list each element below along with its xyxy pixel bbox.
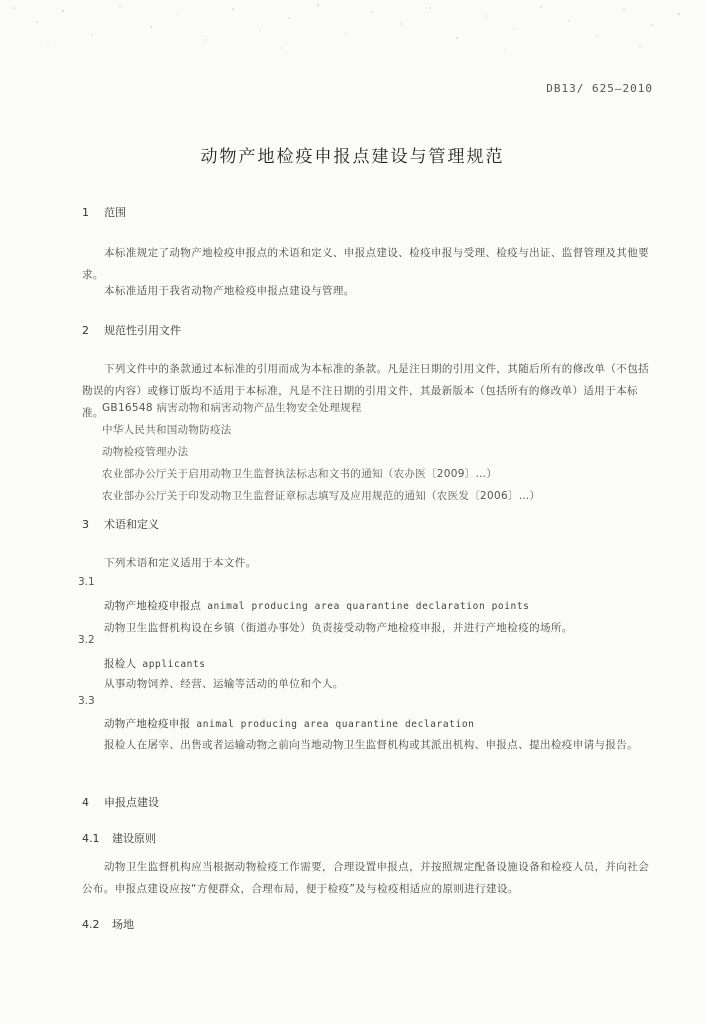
subsection-number: 4.2 — [82, 918, 100, 931]
term-title — [104, 656, 206, 671]
term-en: animal producing area quarantine declaration points — [207, 601, 530, 612]
subsection-number: 4.1 — [82, 832, 100, 845]
term-en: applicants — [142, 659, 206, 670]
section-1-heading — [82, 204, 126, 220]
section-number: 2 — [82, 324, 89, 337]
section-title: 申报点建设 — [104, 796, 159, 809]
reference-item: GB16548 病害动物和病害动物产品生物安全处理规程 — [102, 402, 362, 414]
section-number: 3 — [82, 518, 89, 531]
term-number: 3.2 — [78, 634, 95, 646]
section-1-paragraph: 本标准规定了动物产地检疫申报点的术语和定义、申报点建设、检疫申报与受理、检疫与出证、监督管理及其他要求。 — [82, 247, 649, 281]
term-zh: 动物产地检疫申报点 — [104, 600, 202, 612]
section-2-heading — [82, 322, 181, 338]
term-zh: 报检人 — [104, 658, 137, 670]
reference-item: 中华人民共和国动物防疫法 — [102, 424, 232, 436]
reference-item: 农业部办公厅关于印发动物卫生监督证章标志填写及应用规范的通知（农医发〔2006〕…） — [102, 490, 541, 502]
subsection-title: 场地 — [112, 918, 134, 931]
subsection-title: 建设原则 — [112, 832, 156, 845]
term-definition: 报检人在屠宰、出售或者运输动物之前向当地动物卫生监督机构或其派出机构、申报点、提出检疫申请与报告。 — [104, 739, 639, 751]
section-title: 规范性引用文件 — [104, 324, 181, 337]
subsection-heading — [82, 830, 156, 846]
section-3-heading — [82, 516, 159, 532]
document-code: DB13/ 625—2010 — [546, 82, 653, 95]
reference-list — [102, 400, 540, 510]
term-number: 3.3 — [78, 695, 95, 707]
section-2-paragraph: 下列文件中的条款通过本标准的引用而成为本标准的条款。凡是注日期的引用文件，其随后所有的修改单（不包括勘误的内容）或修订版均不适用于本标准，凡是不注日期的引用文件，其最新版本（包括所有的修改单）适用于本标准。 — [82, 363, 649, 419]
term-title — [104, 716, 474, 731]
reference-item: 动物检疫管理办法 — [102, 446, 189, 458]
section-4-heading — [82, 794, 159, 810]
subsection-heading — [82, 916, 134, 932]
term-en: animal producing area quarantine declaration — [196, 719, 475, 730]
section-number: 4 — [82, 796, 89, 809]
section-title: 范围 — [104, 206, 126, 219]
scan-noise — [0, 0, 705, 60]
term-number: 3.1 — [78, 576, 95, 588]
term-title — [104, 598, 530, 613]
term-zh: 动物产地检疫申报 — [104, 718, 191, 730]
section-3-intro: 下列术语和定义适用于本文件。 — [104, 557, 257, 569]
document-title: 动物产地检疫申报点建设与管理规范 — [200, 147, 505, 167]
section-1-scope: 本标准适用于我省动物产地检疫申报点建设与管理。 — [104, 285, 355, 297]
term-definition: 从事动物饲养、经营、运输等活动的单位和个人。 — [104, 678, 344, 690]
section-number: 1 — [82, 206, 89, 219]
reference-item: 农业部办公厅关于启用动物卫生监督执法标志和文书的通知（农办医〔2009〕…） — [102, 468, 498, 480]
subsection-paragraph: 动物卫生监督机构应当根据动物检疫工作需要，合理设置申报点，并按照规定配备设施设备和检疫人员，并向社会公布。申报点建设应按“方便群众，合理布局，便于检疫”及与检疫相适应的原则进行建设。 — [82, 861, 649, 895]
section-title: 术语和定义 — [104, 518, 159, 531]
term-definition: 动物卫生监督机构设在乡镇（街道办事处）负责接受动物产地检疫申报，并进行产地检疫的场所。 — [104, 622, 573, 634]
